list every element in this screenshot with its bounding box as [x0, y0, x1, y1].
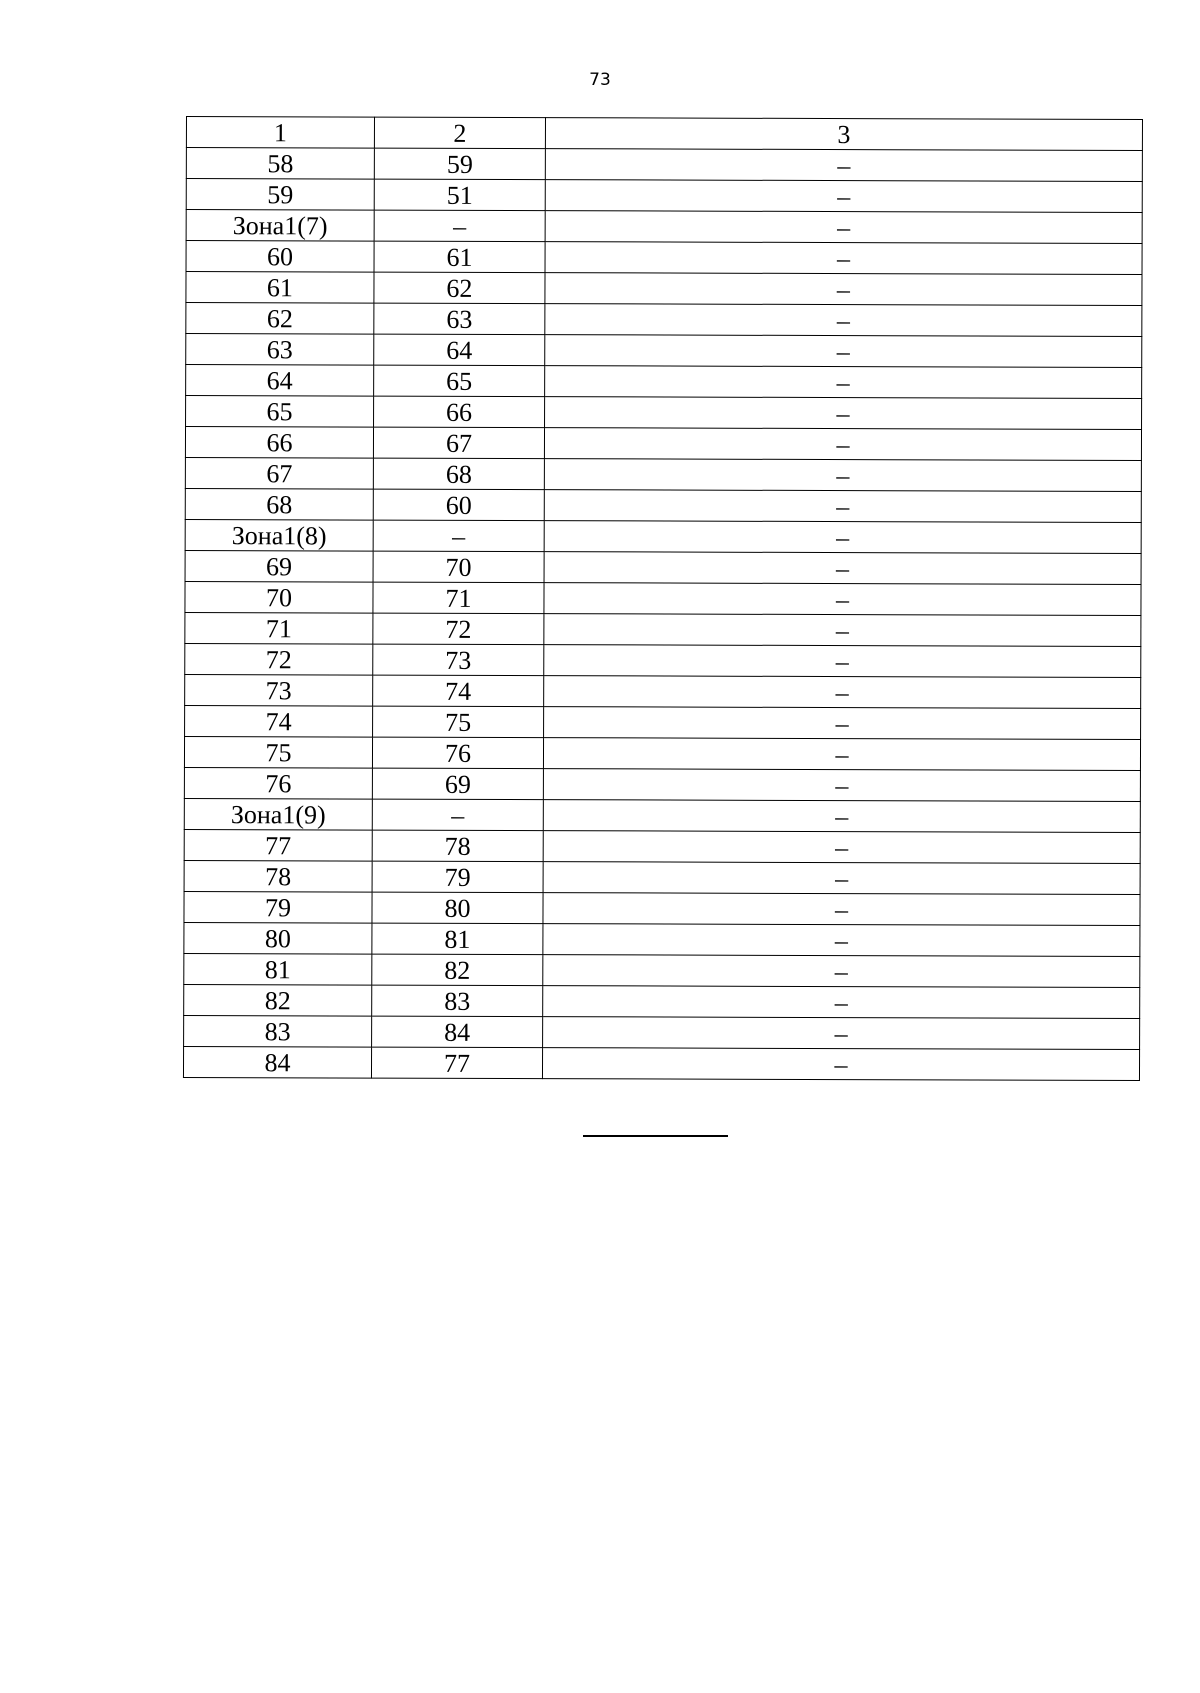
- table-row: [185, 612, 1141, 646]
- table-cell-col-3: –: [545, 366, 1142, 399]
- table-cell-col-2: 60: [373, 489, 544, 521]
- table-cell-col-3: –: [544, 490, 1141, 523]
- table-cell-col-3: –: [543, 955, 1140, 988]
- table-row: [186, 365, 1142, 399]
- table-cell-col-1: 61: [186, 272, 374, 304]
- table-cell-col-1: 72: [185, 643, 373, 675]
- table-cell-col-3: –: [543, 800, 1140, 833]
- table-cell-col-3: –: [543, 924, 1140, 957]
- table-row: [186, 210, 1142, 244]
- table-cell-col-1: 60: [186, 241, 374, 273]
- table-cell-col-2: 71: [373, 582, 544, 614]
- table-row: [185, 674, 1141, 708]
- table-cell-col-1: 84: [183, 1046, 371, 1078]
- table-row: [185, 427, 1141, 461]
- table-row: [186, 148, 1142, 182]
- table-cell-col-2: –: [374, 210, 545, 242]
- table-row: [184, 984, 1140, 1018]
- table-cell-col-1: 58: [186, 148, 374, 180]
- table-row: [186, 303, 1142, 337]
- header-cell-2: 2: [374, 117, 545, 149]
- table-cell-col-1: 63: [186, 334, 374, 366]
- page-number: 73: [589, 70, 611, 90]
- table-cell-col-3: –: [544, 428, 1141, 461]
- table-cell-col-1: 71: [185, 612, 373, 644]
- table-row: [184, 922, 1140, 956]
- table-cell-col-2: 70: [373, 551, 544, 583]
- table-cell-col-2: 63: [374, 303, 545, 335]
- table-row: [184, 1015, 1140, 1049]
- table-cell-col-1: 73: [185, 674, 373, 706]
- table-cell-col-2: 68: [373, 458, 544, 490]
- table-row: [184, 860, 1140, 894]
- table-cell-col-1: 78: [184, 860, 372, 892]
- data-table: [183, 116, 1143, 1081]
- table-cell-col-2: 66: [374, 396, 545, 428]
- table-cell-col-2: 69: [372, 768, 543, 800]
- table-cell-col-1: Зона1(9): [184, 798, 372, 830]
- table-row: [184, 798, 1140, 832]
- table-row: [185, 705, 1141, 739]
- table-cell-col-3: –: [543, 1017, 1140, 1050]
- table-cell-col-1: 74: [185, 705, 373, 737]
- table-row: [185, 581, 1141, 615]
- table-cell-col-1: Зона1(7): [186, 210, 374, 242]
- end-rule: [583, 1135, 728, 1137]
- table-cell-col-1: 67: [185, 457, 373, 489]
- header-cell-1: 1: [186, 117, 374, 149]
- table-cell-col-3: –: [544, 552, 1141, 585]
- table-row: [186, 334, 1142, 368]
- table-cell-col-3: –: [543, 831, 1140, 864]
- table-cell-col-3: –: [545, 149, 1142, 182]
- table-row: [184, 736, 1140, 770]
- table-cell-col-3: –: [544, 583, 1141, 616]
- table-cell-col-1: 66: [185, 427, 373, 459]
- table-row: [184, 829, 1140, 863]
- table-cell-col-2: 80: [372, 892, 543, 924]
- table-cell-col-2: 77: [371, 1047, 542, 1079]
- table-cell-col-3: –: [544, 521, 1141, 554]
- table-cell-col-1: 83: [184, 1015, 372, 1047]
- table-cell-col-3: –: [545, 397, 1142, 430]
- table-cell-col-3: –: [543, 738, 1140, 771]
- table-cell-col-3: –: [544, 614, 1141, 647]
- table-cell-col-2: –: [373, 520, 544, 552]
- table-row: [186, 241, 1142, 275]
- table-row: [185, 643, 1141, 677]
- table-cell-col-2: 65: [374, 365, 545, 397]
- table-row: [183, 1046, 1139, 1080]
- table-cell-col-2: 59: [374, 148, 545, 180]
- table-cell-col-1: 64: [186, 365, 374, 397]
- table-cell-col-1: 65: [186, 396, 374, 428]
- table-cell-col-3: –: [543, 769, 1140, 802]
- table-cell-col-3: –: [542, 1048, 1139, 1081]
- table-cell-col-3: –: [543, 893, 1140, 926]
- table-cell-col-2: 76: [372, 737, 543, 769]
- table-cell-col-3: –: [544, 645, 1141, 678]
- table-cell-col-1: 77: [184, 829, 372, 861]
- table-cell-col-2: 75: [373, 706, 544, 738]
- table-cell-col-2: 83: [372, 985, 543, 1017]
- table-cell-col-1: 75: [184, 736, 372, 768]
- table-row: [185, 519, 1141, 553]
- table-cell-col-1: 62: [186, 303, 374, 335]
- table-cell-col-1: 70: [185, 581, 373, 613]
- table-header-row: [186, 117, 1142, 151]
- table-cell-col-2: 78: [372, 830, 543, 862]
- table-row: [184, 953, 1140, 987]
- table-cell-col-1: 59: [186, 179, 374, 211]
- table-cell-col-2: 67: [373, 427, 544, 459]
- table-cell-col-3: –: [543, 986, 1140, 1019]
- table-cell-col-3: –: [545, 180, 1142, 213]
- table-cell-col-1: 79: [184, 891, 372, 923]
- table-cell-col-2: 79: [372, 861, 543, 893]
- table-row: [185, 550, 1141, 584]
- table-cell-col-2: 82: [372, 954, 543, 986]
- table-cell-col-3: –: [545, 242, 1142, 275]
- table-row: [186, 179, 1142, 213]
- table-cell-col-2: 72: [373, 613, 544, 645]
- table-row: [186, 396, 1142, 430]
- table-cell-col-1: 68: [185, 488, 373, 520]
- table-cell-col-1: 76: [184, 767, 372, 799]
- table-cell-col-2: 64: [374, 334, 545, 366]
- table-cell-col-1: 81: [184, 953, 372, 985]
- table-row: [184, 767, 1140, 801]
- table-cell-col-3: –: [543, 862, 1140, 895]
- table-cell-col-1: 82: [184, 984, 372, 1016]
- table-cell-col-3: –: [545, 211, 1142, 244]
- table-cell-col-3: –: [545, 335, 1142, 368]
- table-cell-col-1: 69: [185, 550, 373, 582]
- table-cell-col-2: 51: [374, 179, 545, 211]
- table-cell-col-2: 73: [373, 644, 544, 676]
- table-cell-col-3: –: [544, 459, 1141, 492]
- table-cell-col-3: –: [544, 676, 1141, 709]
- header-cell-3: 3: [545, 118, 1142, 151]
- table-cell-col-2: 84: [372, 1016, 543, 1048]
- table-row: [185, 488, 1141, 522]
- table-cell-col-3: –: [544, 707, 1141, 740]
- table-cell-col-2: 81: [372, 923, 543, 955]
- table-row: [186, 272, 1142, 306]
- table-cell-col-3: –: [545, 273, 1142, 306]
- table-cell-col-2: 62: [374, 272, 545, 304]
- table-cell-col-1: 80: [184, 922, 372, 954]
- table-cell-col-2: 61: [374, 241, 545, 273]
- table-cell-col-2: –: [372, 799, 543, 831]
- table-row: [185, 457, 1141, 491]
- table-cell-col-2: 74: [373, 675, 544, 707]
- table-cell-col-1: Зона1(8): [185, 519, 373, 551]
- table-row: [184, 891, 1140, 925]
- table-cell-col-3: –: [545, 304, 1142, 337]
